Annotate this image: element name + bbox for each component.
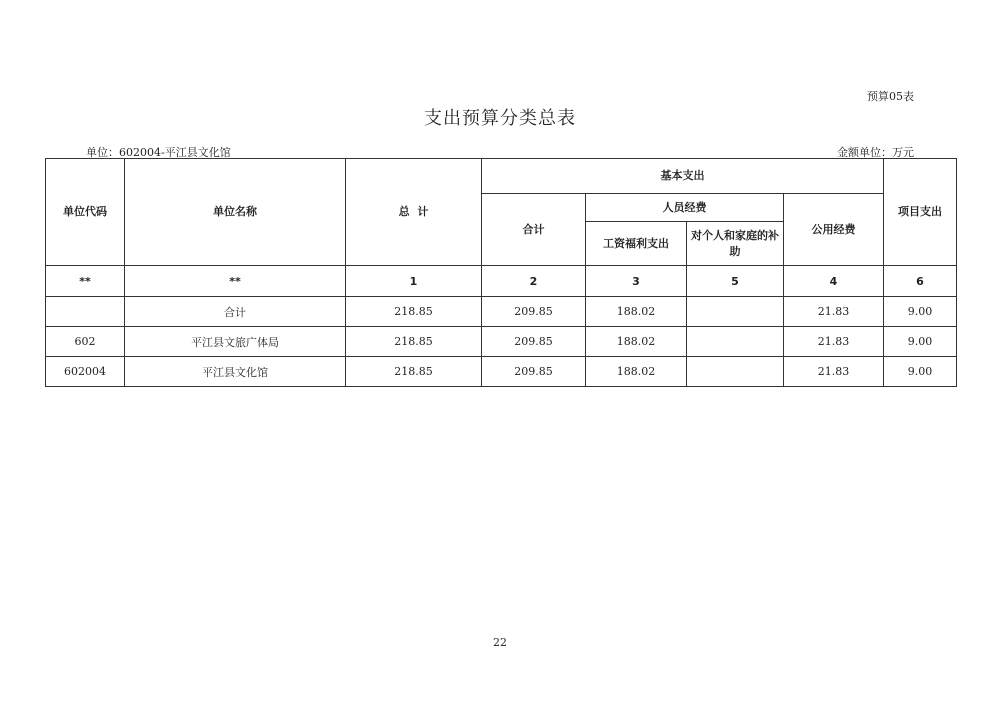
index-row	[46, 266, 957, 297]
index-cell: 4	[784, 266, 884, 297]
cell-public-funds: 21.83	[784, 357, 884, 387]
cell-unit-name: 合计	[125, 297, 346, 327]
index-cell: 3	[586, 266, 687, 297]
table-row	[46, 327, 957, 357]
cell-individual-subsidy	[687, 297, 784, 327]
header-unit-name: 单位名称	[125, 159, 346, 266]
cell-project: 9.00	[884, 357, 957, 387]
page-title: 支出预算分类总表	[424, 108, 576, 129]
cell-unit-code: 602	[46, 327, 125, 357]
index-cell: 5	[687, 266, 784, 297]
header-unit-code: 单位代码	[46, 159, 125, 266]
table-row	[46, 297, 957, 327]
index-cell: 1	[346, 266, 482, 297]
amount-unit-label: 金额单位：万元	[837, 146, 914, 159]
header-total: 总 计	[346, 159, 482, 266]
cell-unit-name: 平江县文旅广体局	[125, 327, 346, 357]
cell-unit-code	[46, 297, 125, 327]
cell-project: 9.00	[884, 327, 957, 357]
header-public-funds: 公用经费	[784, 194, 884, 266]
cell-wages: 188.02	[586, 357, 687, 387]
cell-basic-total: 209.85	[482, 357, 586, 387]
cell-public-funds: 21.83	[784, 297, 884, 327]
cell-wages: 188.02	[586, 297, 687, 327]
header-basic-total: 合计	[482, 194, 586, 266]
index-cell: 6	[884, 266, 957, 297]
cell-basic-total: 209.85	[482, 327, 586, 357]
cell-individual-subsidy	[687, 327, 784, 357]
header-personnel: 人员经费	[586, 194, 784, 222]
page-number: 22	[493, 636, 507, 649]
cell-total: 218.85	[346, 357, 482, 387]
cell-unit-code: 602004	[46, 357, 125, 387]
cell-total: 218.85	[346, 327, 482, 357]
form-code: 预算05表	[867, 90, 914, 103]
unit-label: 单位：602004-平江县文化馆	[86, 146, 231, 159]
table-row	[46, 357, 957, 387]
cell-wages: 188.02	[586, 327, 687, 357]
cell-unit-name: 平江县文化馆	[125, 357, 346, 387]
index-cell: **	[125, 266, 346, 297]
header-project-expenditure: 项目支出	[884, 159, 957, 266]
header-basic-expenditure: 基本支出	[482, 159, 884, 194]
header-wages: 工资福利支出	[586, 222, 687, 266]
budget-table	[45, 158, 957, 387]
cell-public-funds: 21.83	[784, 327, 884, 357]
index-cell: 2	[482, 266, 586, 297]
index-cell: **	[46, 266, 125, 297]
cell-individual-subsidy	[687, 357, 784, 387]
cell-project: 9.00	[884, 297, 957, 327]
cell-basic-total: 209.85	[482, 297, 586, 327]
cell-total: 218.85	[346, 297, 482, 327]
header-individual-subsidy: 对个人和家庭的补助	[687, 222, 784, 266]
